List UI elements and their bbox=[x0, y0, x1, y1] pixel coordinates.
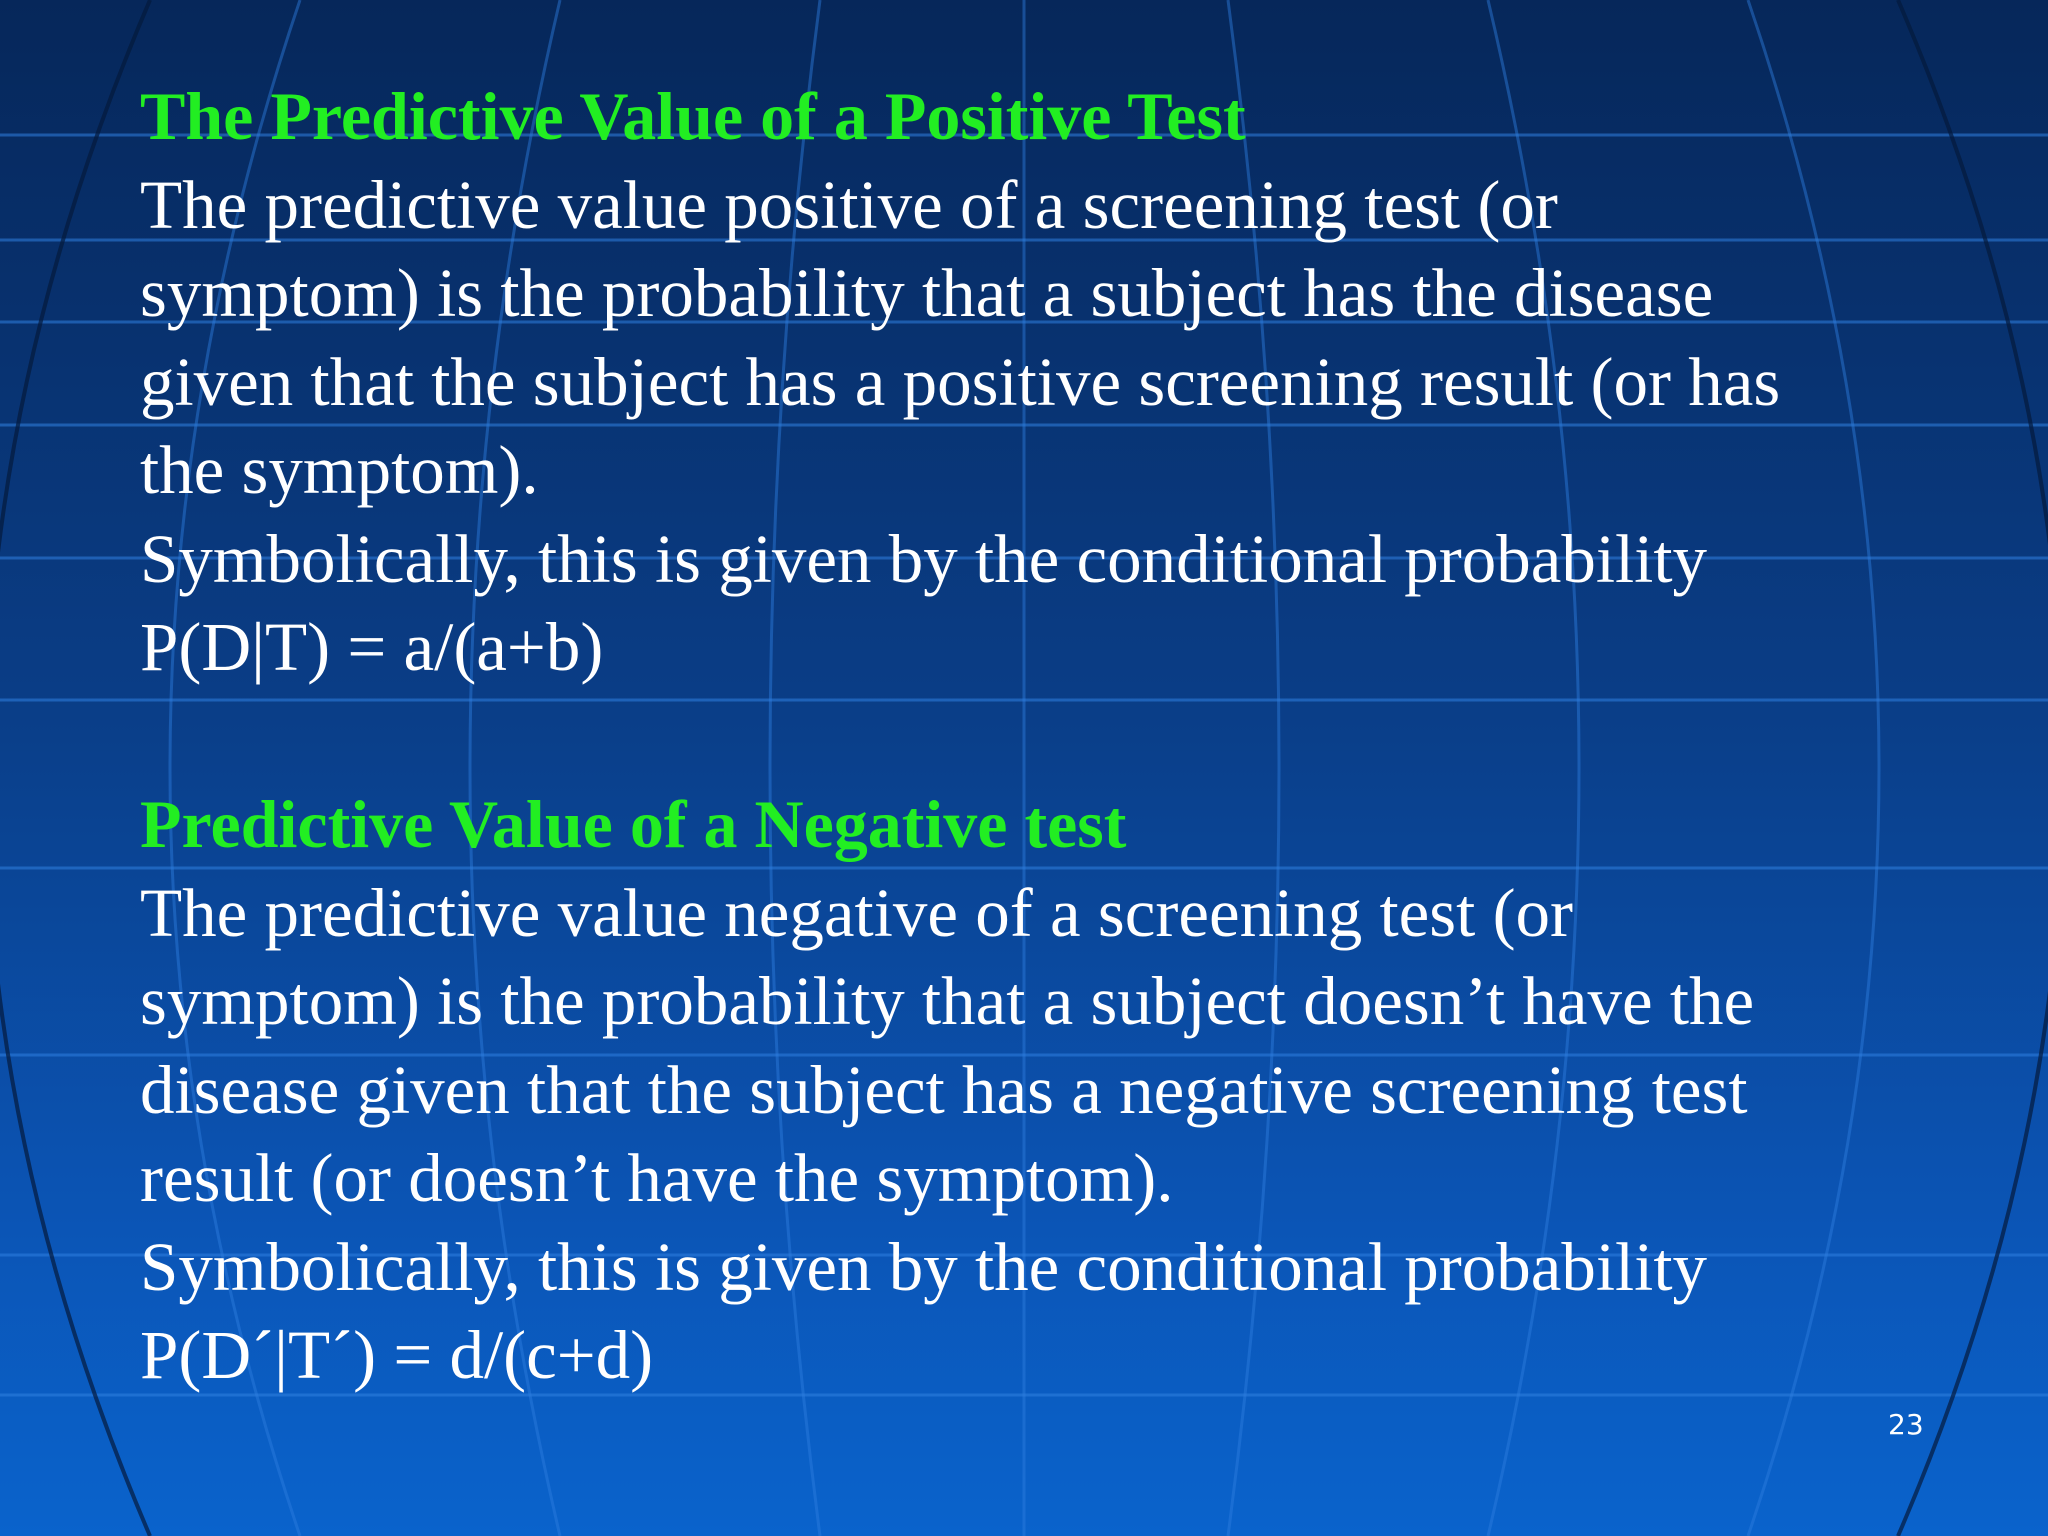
positive-test-symbolic-text: Symbolically, this is given by the conditional probability bbox=[140, 520, 1708, 597]
negative-test-formula: P(D´|T´) = d/(c+d) bbox=[140, 1317, 654, 1393]
section-spacer bbox=[140, 692, 2000, 781]
positive-test-formula: P(D|T) = a/(a+b) bbox=[140, 609, 604, 685]
page-number: 23 bbox=[1888, 1408, 1924, 1441]
negative-test-heading: Predictive Value of a Negative test bbox=[140, 786, 1127, 862]
slide-content bbox=[140, 72, 2000, 1400]
negative-test-definition: The predictive value negative of a screening test (or symptom) is the probability that a subject doesn’t have the disease given that the subject has a negative screening test result (or doesn’t have the symptom). bbox=[140, 874, 1755, 1216]
positive-test-definition: The predictive value positive of a screening test (or symptom) is the probability that a subject has the disease given that the subject has a positive screening result (or has the symptom). bbox=[140, 166, 1781, 508]
negative-test-symbolic-text: Symbolically, this is given by the conditional probability bbox=[140, 1228, 1708, 1305]
positive-test-heading: The Predictive Value of a Positive Test bbox=[140, 78, 1246, 154]
